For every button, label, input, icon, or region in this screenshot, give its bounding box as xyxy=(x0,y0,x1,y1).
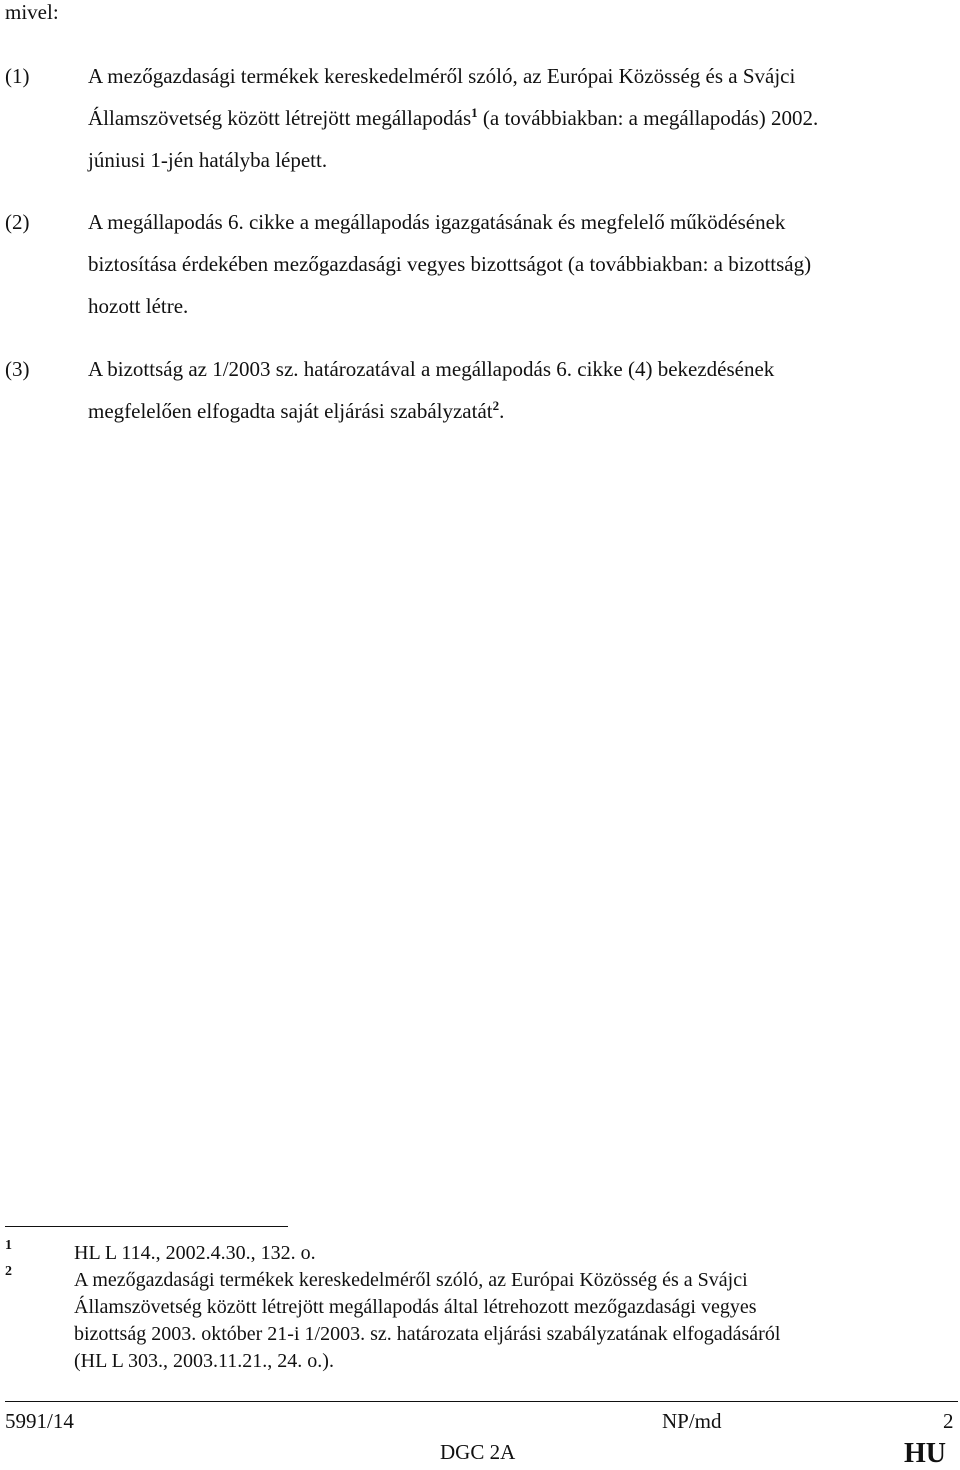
paragraph-line xyxy=(88,106,818,130)
paragraph-line-text: . xyxy=(499,399,505,423)
footnote-line: Államszövetség között létrejött megállapodás által létrehozott mezőgazdasági vegyes xyxy=(74,1296,757,1318)
directorate-code: DGC 2A xyxy=(440,1440,516,1464)
author-initials: NP/md xyxy=(662,1409,722,1433)
page-number: 2 xyxy=(943,1409,954,1433)
footnote-line: (HL L 303., 2003.11.21., 24. o.). xyxy=(74,1350,334,1372)
language-code: HU xyxy=(904,1438,946,1469)
paragraph-line: A mezőgazdasági termékek kereskedelméről szóló, az Európai Közösség és a Svájci xyxy=(88,64,796,88)
paragraph-line: biztosítása érdekében mezőgazdasági vegyes bizottságot (a továbbiakban: a bizottság) xyxy=(88,252,812,276)
paragraph-line: hozott létre. xyxy=(88,294,189,318)
footnote-mark: 2 xyxy=(5,1264,12,1279)
footnote-separator xyxy=(5,1226,288,1227)
footnote-reference[interactable]: 1 xyxy=(471,105,478,120)
paragraph-line-text: megfelelően elfogadta saját eljárási szabályzatát xyxy=(88,399,493,423)
document-number: 5991/14 xyxy=(5,1409,74,1433)
paragraph-number: (3) xyxy=(5,357,30,381)
paragraph-number: (2) xyxy=(5,210,30,234)
paragraph-line-text: Államszövetség között létrejött megállapodás xyxy=(88,106,472,130)
paragraph-line: A bizottság az 1/2003 sz. határozatával a megállapodás 6. cikke (4) bekezdésének xyxy=(88,357,775,381)
footnote-line: HL L 114., 2002.4.30., 132. o. xyxy=(74,1242,316,1264)
footnote-line: bizottság 2003. október 21-i 1/2003. sz. határozata eljárási szabályzatának elfogadásáról xyxy=(74,1323,781,1345)
footnote-mark: 1 xyxy=(5,1238,12,1253)
footnote-line: A mezőgazdasági termékek kereskedelméről szóló, az Európai Közösség és a Svájci xyxy=(74,1269,748,1291)
paragraph-line: A megállapodás 6. cikke a megállapodás igazgatásának és megfelelő működésének xyxy=(88,210,786,234)
paragraph-line: júniusi 1-jén hatályba lépett. xyxy=(88,148,328,172)
intro-text: mivel: xyxy=(5,0,59,24)
paragraph-line xyxy=(88,399,504,423)
footnote-reference[interactable]: 2 xyxy=(492,398,500,413)
paragraph-number: (1) xyxy=(5,64,30,88)
footer-separator xyxy=(5,1401,958,1402)
paragraph-line-text: (a továbbiakban: a megállapodás) 2002. xyxy=(477,106,819,130)
